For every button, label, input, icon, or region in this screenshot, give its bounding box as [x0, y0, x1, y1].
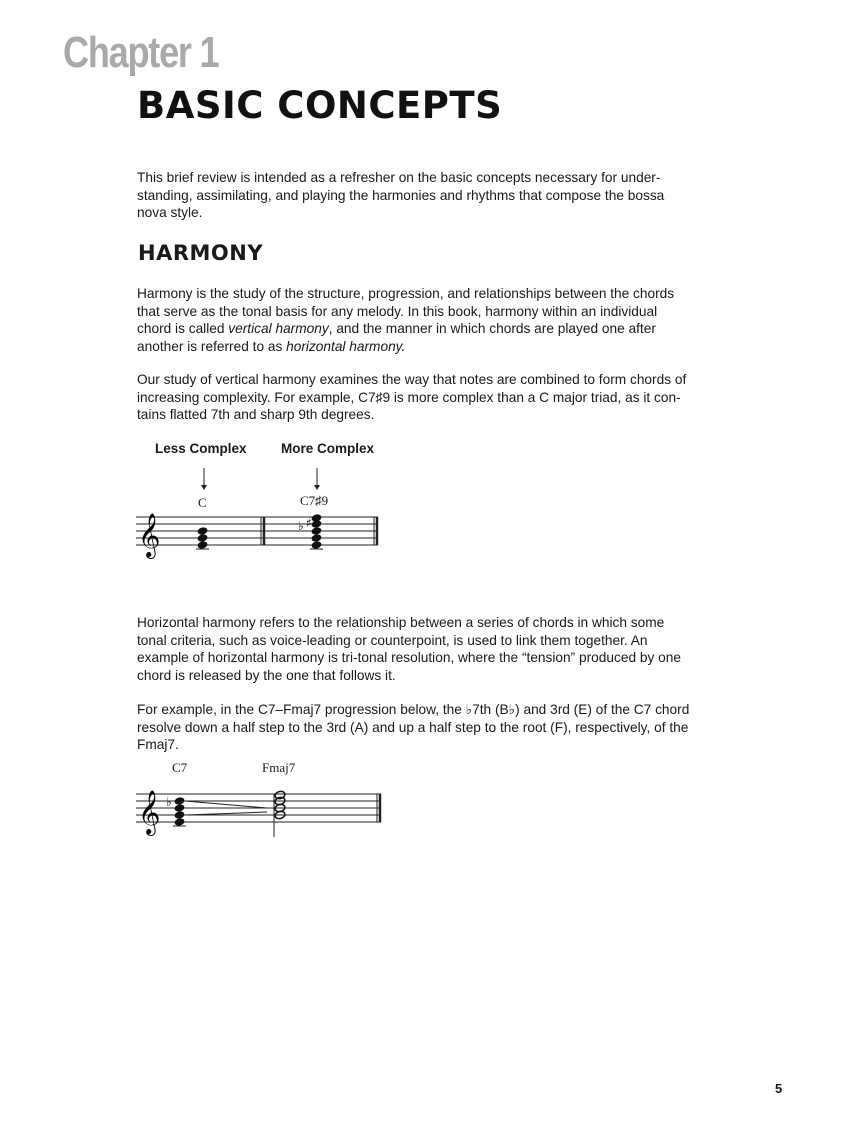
harmony-paragraph-3 [137, 614, 717, 684]
note-head [197, 533, 208, 542]
paragraph-line: Horizontal harmony refers to the relationship between a series of chords in which some [137, 615, 665, 630]
chapter-title: BASIC CONCEPTS [137, 84, 503, 127]
arrow-less-complex [200, 468, 208, 492]
note-head [311, 533, 322, 542]
chapter-label: Chapter 1 [63, 28, 219, 77]
chord-symbol-c: C [198, 495, 207, 510]
staff-example-2 [136, 792, 386, 842]
label-more-complex: More Complex [281, 441, 375, 456]
note-head [174, 803, 185, 812]
voice-leading-line [185, 801, 267, 808]
paragraph-line: tains flatted 7th and sharp 9th degrees. [137, 407, 375, 422]
section-heading-harmony: HARMONY [138, 241, 264, 265]
term-vertical-harmony: vertical harmony [228, 321, 329, 336]
arrow-more-complex [313, 468, 321, 492]
paragraph-line: For example, in the C7–Fmaj7 progression below, the ♭7th (B♭) and 3rd (E) of the C7 chord [137, 702, 690, 717]
paragraph-line [137, 338, 717, 356]
text-run: , and the manner in which chords are played one after [328, 321, 656, 336]
note-head [197, 526, 208, 535]
chord-symbol-fmaj7: Fmaj7 [262, 760, 296, 775]
note-head [174, 817, 185, 826]
note-head [311, 526, 322, 535]
treble-clef-icon: 𝄞 [138, 790, 161, 834]
chord-symbol-c7-sharp9: C7♯9 [300, 493, 329, 508]
note-head [311, 540, 322, 549]
chord-symbol-c7: C7 [172, 760, 188, 775]
paragraph-line: Our study of vertical harmony examines the way that notes are combined to form chords of [137, 372, 687, 387]
paragraph-line: chord is released by the one that follows it. [137, 667, 396, 683]
paragraph-line: Harmony is the study of the structure, progression, and relationships between the chords [137, 286, 675, 301]
intro-line: nova style. [137, 205, 203, 220]
harmony-paragraph-4 [137, 701, 717, 754]
term-horizontal-harmony: horizontal harmony. [286, 338, 406, 354]
intro-paragraph [137, 169, 717, 222]
note-head [311, 513, 322, 522]
intro-line: This brief review is intended as a refresher on the basic concepts necessary for under- [137, 170, 661, 185]
intro-line: standing, assimilating, and playing the harmonies and rhythms that compose the bossa [137, 187, 665, 203]
paragraph-line [137, 320, 717, 338]
paragraph-line: Fmaj7. [137, 737, 179, 752]
harmony-paragraph-2 [137, 371, 717, 424]
treble-clef-icon: 𝄞 [138, 513, 161, 557]
text-run: chord is called [137, 321, 229, 336]
paragraph-line: tonal criteria, such as voice-leading or counterpoint, is used to link them together. An [137, 632, 648, 648]
staff-example-1 [136, 515, 386, 555]
paragraph-line: example of horizontal harmony is tri-tonal resolution, where the “tension” produced by one [137, 650, 681, 665]
text-run: another is referred to as [137, 338, 287, 354]
flat-sign-icon: ♭ [298, 519, 304, 533]
paragraph-line: that serve as the tonal basis for any melody. In this book, harmony within an individual [137, 303, 658, 319]
label-less-complex: Less Complex [155, 441, 247, 456]
harmony-paragraph-1 [137, 285, 717, 355]
paragraph-line: resolve down a half step to the 3rd (A) and up a half step to the root (F), respectively, of the [137, 719, 689, 735]
note-head [174, 796, 185, 805]
note-head [174, 810, 185, 819]
flat-sign-icon: ♭ [166, 795, 172, 809]
paragraph-line: increasing complexity. For example, C7♯9 is more complex than a C major triad, as it con- [137, 389, 681, 405]
note-head [197, 540, 208, 549]
page-number: 5 [775, 1081, 783, 1096]
sharp-sign-icon: ♯ [306, 516, 312, 530]
